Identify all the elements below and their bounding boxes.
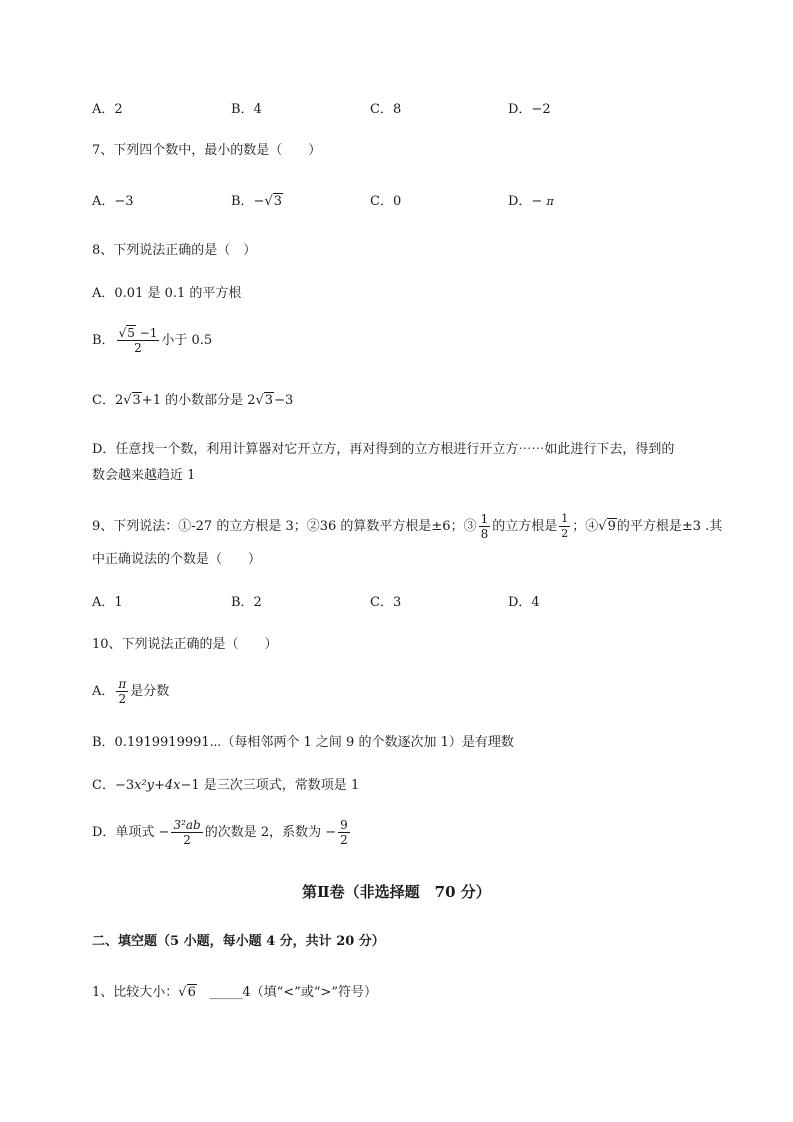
q8-option-c: C．2√3+1 的小数部分是 2√3−3 — [92, 393, 294, 408]
q10-option-a: A． $\frac{\pi}{2}$ 是分数 — [92, 677, 170, 706]
q6-option-c: C．8 — [370, 102, 402, 117]
q9-stem-line1: 9、下列说法：①-27 的立方根是 3；②36 的算数平方根是±6；③ $\frac{1}{8}$ 的立方根是 $\frac{1}{2}$ ；④√9的平方根是±3 .其 — [92, 512, 723, 541]
q8-option-d-line1: D．任意找一个数，利用计算器对它开立方，再对得到的立方根进行开立方⋯⋯如此进行下去，得到的 — [92, 442, 675, 457]
q7-stem: 7、下列四个数中，最小的数是（ ） — [92, 143, 322, 158]
q9-option-c: C．3 — [370, 595, 402, 610]
section-heading: 二、填空题（5 小题，每小题 4 分，共计 20 分） — [92, 934, 385, 949]
q10-option-b: B．0.1919919991⋯（每相邻两个 1 之间 9 的个数逐次加 1）是有理数 — [92, 735, 514, 750]
q7-option-c: C．0 — [370, 194, 402, 209]
part2-title: 第Ⅱ卷（非选择题 70 分） — [302, 883, 491, 901]
q7-option-b: B．−√3 — [231, 194, 283, 209]
q6-option-b: B．4 — [231, 102, 262, 117]
q9-option-d: D．4 — [508, 595, 540, 610]
q10-option-d: D．单项式 − $\frac{\text{3²ab}}{2}$ 的次数是 2，系数为 − $\frac{9}{2}$ — [92, 818, 348, 847]
q9-stem-line2: 中正确说法的个数是（ ） — [92, 552, 262, 567]
q7-option-d: D．− π — [508, 194, 554, 209]
q8-stem: 8、下列说法正确的是（ ） — [92, 243, 257, 258]
q7-option-a: A．−3 — [92, 194, 134, 209]
fraction: $\frac{√5 -1}{2}$ — [118, 326, 158, 355]
fill-question-1: 1、比较大小：√6 _____4（填“<”或“>”符号） — [92, 985, 378, 1000]
answer-blank: _____ — [209, 985, 243, 1000]
q8-option-d-line2: 数会越来越趋近 1 — [92, 468, 196, 483]
q6-option-d: D．−2 — [508, 102, 551, 117]
q10-option-c: C．−3x²y+4x−1 是三次三项式，常数项是 1 — [92, 778, 360, 793]
q6-option-a: A．2 — [92, 102, 123, 117]
q9-option-b: B．2 — [231, 595, 262, 610]
q9-option-a: A．1 — [92, 595, 123, 610]
sqrt-symbol: √3 — [264, 194, 283, 209]
q8-option-a: A．0.01 是 0.1 的平方根 — [92, 286, 242, 301]
q8-option-b: B． $\frac{√5 -1}{2}$ 小于 0.5 — [92, 326, 213, 355]
q10-stem: 10、下列说法正确的是（ ） — [92, 637, 278, 652]
